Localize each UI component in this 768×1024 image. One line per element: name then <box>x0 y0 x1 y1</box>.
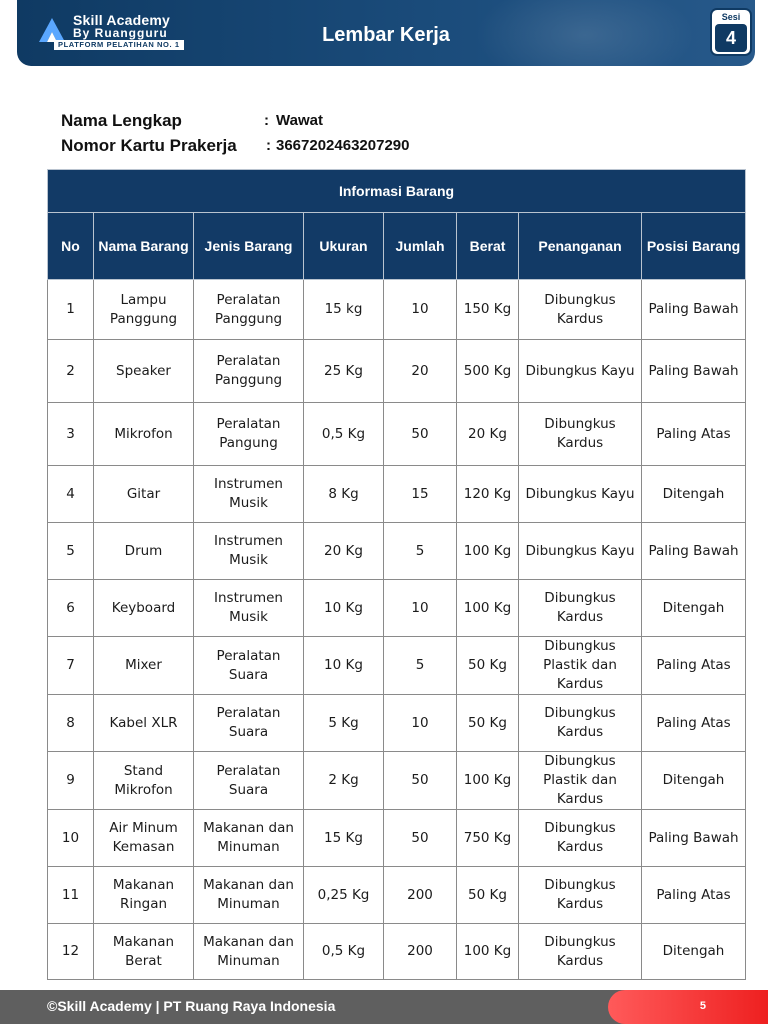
cell-posisi-barang: Ditengah <box>642 580 746 637</box>
items-table <box>47 169 746 980</box>
footer <box>0 990 768 1024</box>
cell-jenis-barang: Instrumen Musik <box>194 523 304 580</box>
table-header-row <box>48 213 746 280</box>
cell-berat: 750 Kg <box>457 810 519 867</box>
cell-jenis-barang: Peralatan Suara <box>194 752 304 810</box>
cell-ukuran: 5 Kg <box>304 695 384 752</box>
cell-no: 4 <box>48 466 94 523</box>
table-row <box>48 580 746 637</box>
cell-ukuran: 20 Kg <box>304 523 384 580</box>
card-colon: : <box>266 137 271 154</box>
cell-no: 8 <box>48 695 94 752</box>
cell-jumlah: 50 <box>384 810 457 867</box>
cell-jumlah: 5 <box>384 637 457 695</box>
header-nama-barang: Nama Barang <box>94 213 194 280</box>
cell-jenis-barang: Peralatan Panggung <box>194 280 304 340</box>
table-body <box>48 280 746 980</box>
table-row <box>48 810 746 867</box>
session-number: 4 <box>715 24 747 52</box>
cell-no: 2 <box>48 340 94 403</box>
cell-penanganan: Dibungkus Kardus <box>519 403 642 466</box>
cell-penanganan: Dibungkus Kardus <box>519 924 642 980</box>
table-row <box>48 340 746 403</box>
cell-jumlah: 50 <box>384 752 457 810</box>
cell-posisi-barang: Ditengah <box>642 466 746 523</box>
cell-penanganan: Dibungkus Plastik dan Kardus <box>519 752 642 810</box>
cell-jenis-barang: Peralatan Suara <box>194 637 304 695</box>
cell-jenis-barang: Peralatan Pangung <box>194 403 304 466</box>
cell-jenis-barang: Makanan dan Minuman <box>194 867 304 924</box>
cell-nama-barang: Makanan Ringan <box>94 867 194 924</box>
cell-posisi-barang: Paling Atas <box>642 695 746 752</box>
cell-posisi-barang: Ditengah <box>642 924 746 980</box>
cell-nama-barang: Drum <box>94 523 194 580</box>
table-row <box>48 523 746 580</box>
cell-penanganan: Dibungkus Kardus <box>519 695 642 752</box>
session-label: Sesi <box>721 12 741 22</box>
cell-penanganan: Dibungkus Kayu <box>519 466 642 523</box>
table-row <box>48 924 746 980</box>
cell-ukuran: 8 Kg <box>304 466 384 523</box>
cell-no: 10 <box>48 810 94 867</box>
cell-berat: 100 Kg <box>457 523 519 580</box>
cell-jumlah: 5 <box>384 523 457 580</box>
table-row <box>48 403 746 466</box>
cell-penanganan: Dibungkus Plastik dan Kardus <box>519 637 642 695</box>
card-value: 3667202463207290 <box>276 137 410 154</box>
cell-nama-barang: Air Minum Kemasan <box>94 810 194 867</box>
cell-posisi-barang: Paling Bawah <box>642 280 746 340</box>
cell-posisi-barang: Paling Bawah <box>642 340 746 403</box>
cell-posisi-barang: Paling Atas <box>642 637 746 695</box>
cell-berat: 100 Kg <box>457 580 519 637</box>
cell-jenis-barang: Peralatan Panggung <box>194 340 304 403</box>
footer-accent <box>608 990 768 1024</box>
cell-berat: 100 Kg <box>457 924 519 980</box>
table-row <box>48 695 746 752</box>
page-title: Lembar Kerja <box>322 24 450 46</box>
cell-penanganan: Dibungkus Kayu <box>519 340 642 403</box>
table-caption: Informasi Barang <box>48 170 746 213</box>
cell-nama-barang: Mikrofon <box>94 403 194 466</box>
session-badge <box>710 8 752 56</box>
cell-jenis-barang: Instrumen Musik <box>194 580 304 637</box>
cell-ukuran: 10 Kg <box>304 580 384 637</box>
footer-text: ©Skill Academy | PT Ruang Raya Indonesia <box>47 998 336 1014</box>
logo-tagline: PLATFORM PELATIHAN NO. 1 <box>54 40 184 50</box>
cell-penanganan: Dibungkus Kardus <box>519 810 642 867</box>
cell-ukuran: 0,25 Kg <box>304 867 384 924</box>
cell-nama-barang: Keyboard <box>94 580 194 637</box>
cell-nama-barang: Gitar <box>94 466 194 523</box>
header-banner <box>17 0 755 66</box>
header-jumlah: Jumlah <box>384 213 457 280</box>
cell-berat: 20 Kg <box>457 403 519 466</box>
cell-no: 1 <box>48 280 94 340</box>
cell-nama-barang: Mixer <box>94 637 194 695</box>
cell-posisi-barang: Paling Atas <box>642 403 746 466</box>
header-penanganan: Penanganan <box>519 213 642 280</box>
header-jenis-barang: Jenis Barang <box>194 213 304 280</box>
cell-no: 7 <box>48 637 94 695</box>
cell-berat: 500 Kg <box>457 340 519 403</box>
cell-no: 5 <box>48 523 94 580</box>
cell-jumlah: 20 <box>384 340 457 403</box>
cell-ukuran: 10 Kg <box>304 637 384 695</box>
cell-penanganan: Dibungkus Kayu <box>519 523 642 580</box>
cell-jumlah: 10 <box>384 580 457 637</box>
logo-line1: Skill Academy <box>73 12 171 28</box>
cell-nama-barang: Speaker <box>94 340 194 403</box>
cell-jumlah: 15 <box>384 466 457 523</box>
cell-nama-barang: Makanan Berat <box>94 924 194 980</box>
cell-ukuran: 15 Kg <box>304 810 384 867</box>
cell-no: 11 <box>48 867 94 924</box>
cell-berat: 50 Kg <box>457 695 519 752</box>
cell-jumlah: 10 <box>384 695 457 752</box>
cell-jumlah: 10 <box>384 280 457 340</box>
cell-no: 9 <box>48 752 94 810</box>
cell-posisi-barang: Ditengah <box>642 752 746 810</box>
header-ukuran: Ukuran <box>304 213 384 280</box>
cell-berat: 120 Kg <box>457 466 519 523</box>
header-no: No <box>48 213 94 280</box>
cell-jenis-barang: Makanan dan Minuman <box>194 810 304 867</box>
cell-jumlah: 200 <box>384 867 457 924</box>
table-row <box>48 280 746 340</box>
card-label: Nomor Kartu Prakerja <box>61 136 237 155</box>
cell-posisi-barang: Paling Atas <box>642 867 746 924</box>
cell-no: 12 <box>48 924 94 980</box>
cell-ukuran: 15 kg <box>304 280 384 340</box>
name-label: Nama Lengkap <box>61 111 182 130</box>
cell-ukuran: 0,5 Kg <box>304 403 384 466</box>
cell-jenis-barang: Makanan dan Minuman <box>194 924 304 980</box>
cell-berat: 150 Kg <box>457 280 519 340</box>
cell-no: 6 <box>48 580 94 637</box>
table-row <box>48 867 746 924</box>
cell-ukuran: 25 Kg <box>304 340 384 403</box>
cell-jumlah: 50 <box>384 403 457 466</box>
cell-no: 3 <box>48 403 94 466</box>
cell-jumlah: 200 <box>384 924 457 980</box>
cell-nama-barang: Kabel XLR <box>94 695 194 752</box>
cell-ukuran: 2 Kg <box>304 752 384 810</box>
name-colon: : <box>264 112 269 129</box>
header-berat: Berat <box>457 213 519 280</box>
cell-berat: 50 Kg <box>457 867 519 924</box>
page-number: 5 <box>699 1000 706 1012</box>
cell-jenis-barang: Instrumen Musik <box>194 466 304 523</box>
cell-nama-barang: Stand Mikrofon <box>94 752 194 810</box>
cell-ukuran: 0,5 Kg <box>304 924 384 980</box>
table-row <box>48 637 746 695</box>
cell-nama-barang: Lampu Panggung <box>94 280 194 340</box>
logo-line2: By Ruangguru <box>73 26 168 40</box>
cell-berat: 100 Kg <box>457 752 519 810</box>
header-posisi-barang: Posisi Barang <box>642 213 746 280</box>
name-value: Wawat <box>276 112 323 129</box>
cell-jenis-barang: Peralatan Suara <box>194 695 304 752</box>
table-row <box>48 466 746 523</box>
cell-penanganan: Dibungkus Kardus <box>519 580 642 637</box>
cell-berat: 50 Kg <box>457 637 519 695</box>
cell-posisi-barang: Paling Bawah <box>642 810 746 867</box>
cell-penanganan: Dibungkus Kardus <box>519 280 642 340</box>
table-row <box>48 752 746 810</box>
cell-penanganan: Dibungkus Kardus <box>519 867 642 924</box>
cell-posisi-barang: Paling Bawah <box>642 523 746 580</box>
